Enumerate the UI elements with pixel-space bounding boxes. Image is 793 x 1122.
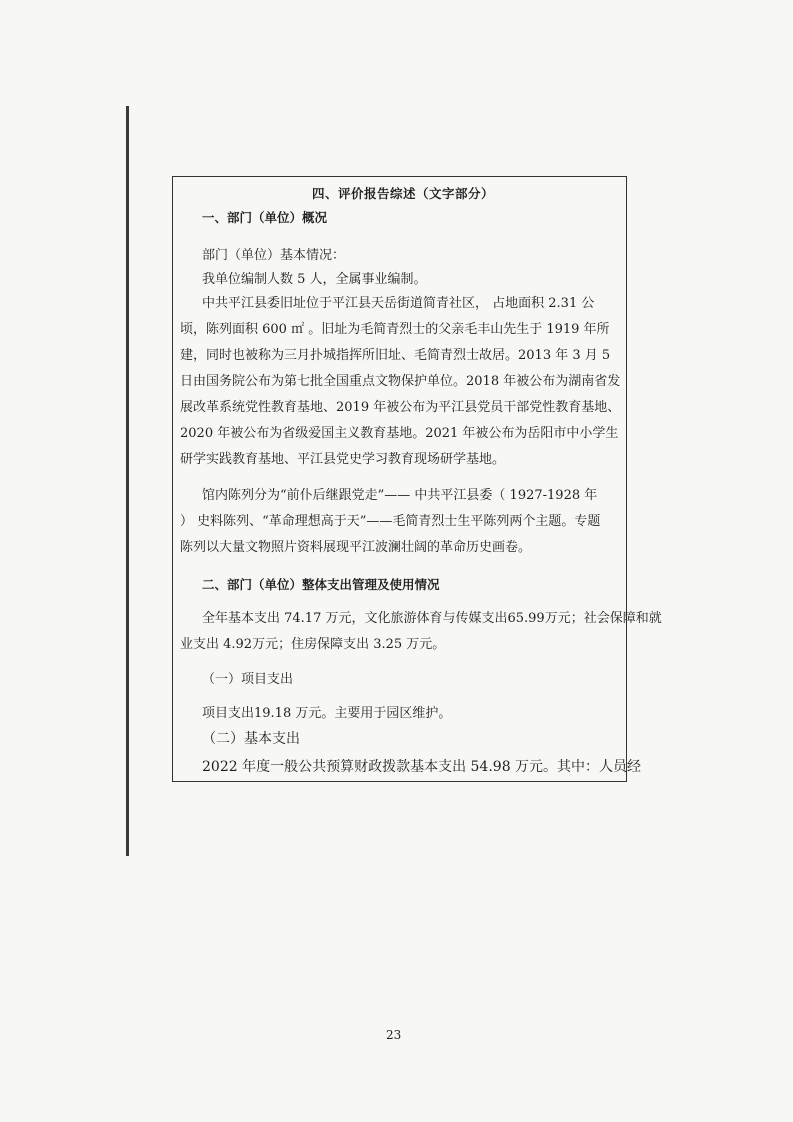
scan-edge-line	[126, 106, 129, 856]
para2-line: 陈列以大量文物照片资料展现平江波澜壮阔的革命历史画卷。	[180, 540, 532, 555]
project-expenditure-line: 项目支出19.18 万元。主要用于园区维护。	[202, 706, 452, 721]
basic-expenditure-line: 2022 年度一般公共预算财政拨款基本支出 54.98 万元。其中：人员经	[202, 759, 642, 775]
para1-line: 展改革系统党性教育基地、2019 年被公布为平江县党员干部党性教育基地、	[180, 400, 621, 415]
para1-line: 中共平江县委旧址位于平江县天岳街道简青社区， 占地面积 2.31 公	[202, 296, 595, 311]
para2-line: ） 史料陈列、“革命理想高于天”——毛简青烈士生平陈列两个主题。专题	[180, 514, 601, 529]
basic-info-label: 部门（单位）基本情况：	[202, 248, 346, 263]
heading-dept-overview: 一、部门（单位）概况	[202, 210, 328, 225]
para3-line: 全年基本支出 74.17 万元，文化旅游体育与传媒支出65.99万元；社会保障和就	[202, 611, 662, 626]
para3-line: 业支出 4.92万元；住房保障支出 3.25 万元。	[180, 637, 446, 652]
para1-line: 研学实践教育基地、平江县党史学习教育现场研学基地。	[180, 452, 506, 467]
section-title: 四、评价报告综述（文字部分）	[312, 186, 495, 201]
subheading-project: （一）项目支出	[202, 672, 294, 687]
para1-line: 日由国务院公布为第七批全国重点文物保护单位。2018 年被公布为湖南省发	[180, 374, 621, 389]
para2-line: 馆内陈列分为“前仆后继跟党走”—— 中共平江县委（ 1927-1928 年	[202, 488, 598, 503]
report-frame	[172, 176, 627, 782]
staffing-line: 我单位编制人数 5 人，全属事业编制。	[202, 272, 427, 287]
para1-line: 2020 年被公布为省级爱国主义教育基地。2021 年被公布为岳阳市中小学生	[180, 426, 619, 441]
para1-line: 建，同时也被称为三月扑城指挥所旧址、毛简青烈士故居。2013 年 3 月 5	[180, 348, 611, 363]
page-number: 23	[386, 1028, 402, 1042]
subheading-basic: （二）基本支出	[202, 731, 300, 747]
para1-line: 顷，陈列面积 600 ㎡ 。旧址为毛简青烈士的父亲毛丰山先生于 1919 年所	[180, 322, 610, 337]
heading-expenditure: 二、部门（单位）整体支出管理及使用情况	[202, 577, 440, 592]
